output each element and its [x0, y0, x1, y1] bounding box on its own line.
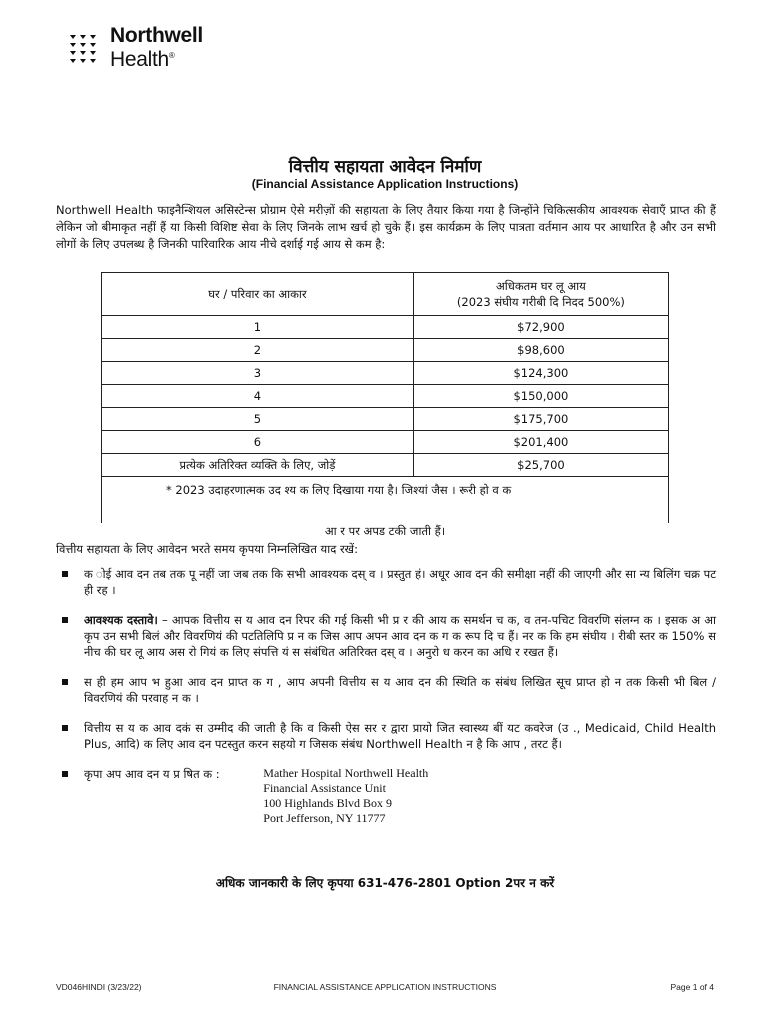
income-cell: $150,000	[413, 385, 668, 408]
list-item	[56, 720, 716, 752]
address-line: Port Jefferson, NY 11777	[263, 811, 386, 825]
instructions-list	[56, 566, 716, 840]
address-line: 100 Highlands Blvd Box 9	[263, 796, 392, 810]
footer-page-number: Page 1 of 4	[670, 982, 714, 992]
page-title: वित्तीय सहायता आवेदन निर्माण	[288, 157, 482, 177]
household-size-cell: 5	[102, 408, 414, 431]
table-row	[102, 316, 669, 339]
logo-line1: Northwell	[110, 24, 203, 47]
list-item	[56, 674, 716, 706]
registered-mark: ®	[168, 51, 175, 60]
income-cell: $201,400	[413, 431, 668, 454]
item-text: क ोई आव दन तब तक पू नहीं जा जब तक कि सभी आवश्यक दस् व । प्रस्तुत हं। अधूर आव दन की समीक्षा नहीं की जाएगी और सा न्य बिलिंग चक्र पट ही रह ।	[84, 567, 716, 597]
income-cell: $175,700	[413, 408, 668, 431]
footer-form-code: VD046HINDI (3/23/22)	[56, 982, 142, 992]
northwell-logo-icon	[68, 29, 104, 67]
table-row	[102, 454, 669, 477]
income-cell: $25,700	[413, 454, 668, 477]
table-note-row	[102, 477, 669, 524]
reminder-heading: वित्तीय सहायता के लिए आवेदन भरते समय कृपया निम्नलिखित याद रखें:	[56, 542, 358, 556]
household-size-cell: 4	[102, 385, 414, 408]
item-text: कृपा अप आव दन य प्र षित क :	[84, 767, 220, 781]
header-household-size: घर / परिवार का आकार	[102, 273, 414, 316]
footer-title: FINANCIAL ASSISTANCE APPLICATION INSTRUCTIONS	[273, 982, 497, 992]
bullet-icon	[62, 725, 68, 731]
bullet-icon	[62, 679, 68, 685]
list-item	[56, 566, 716, 598]
table-row	[102, 408, 669, 431]
table-row	[102, 339, 669, 362]
item-text: स ही हम आप भ हुआ आव दन प्राप्त क ग , आप अपनी वित्तीय स य आव दन की स्थिति क संबंध लिखित सूच प्राप्त हो न तक किसी भी बिल / विवरणियं की परवाह न क ।	[84, 675, 716, 705]
income-cell: $124,300	[413, 362, 668, 385]
logo-line2: Health	[110, 48, 169, 71]
income-cell: $72,900	[413, 316, 668, 339]
table-row	[102, 362, 669, 385]
intro-paragraph: Northwell Health फाइनैन्शियल असिस्टेन्स प्रोग्राम ऐसे मरीज़ों की सहायता के लिए तैयार किया गया है जिन्होंने चिकित्सकीय आवश्यक सेवाएँ प्राप्त की हैं लेकिन जो बीमाकृत नहीं हैं या किसी विशिष्ट सेवा के लिए जिनके लाभ खर्च हो चुके हैं। इस कार्यक्रम के लिए पात्रता वर्तमान आय पर आधारित है और उन सभी लोगों के लिए उपलब्ध है जिनकी पारिवारिक आय नीचे दर्शाई गई आय से कम है:	[56, 203, 716, 251]
income-limits-table	[101, 272, 669, 523]
list-item	[56, 612, 716, 660]
table-header-row	[102, 273, 669, 316]
northwell-health-logo	[68, 26, 203, 70]
page-subtitle: (Financial Assistance Application Instructions)	[251, 177, 519, 191]
update-note: आ र पर अपड टकी जाती हैं।	[324, 524, 446, 538]
mailing-address	[263, 766, 428, 826]
household-size-cell: 2	[102, 339, 414, 362]
household-size-cell: 3	[102, 362, 414, 385]
bullet-icon	[62, 771, 68, 777]
household-size-cell: 1	[102, 316, 414, 339]
list-item	[56, 766, 716, 826]
contact-info: अधिक जानकारी के लिए कृपया 631-476-2801 Option 2पर न करें	[215, 876, 555, 890]
item-bold-prefix: आवश्यक दस्तावे।	[84, 613, 158, 627]
household-size-cell: प्रत्येक अतिरिक्त व्यक्ति के लिए, जोड़ें	[102, 454, 414, 477]
bullet-icon	[62, 617, 68, 623]
header-max-income	[413, 273, 668, 316]
table-row	[102, 385, 669, 408]
table-row	[102, 431, 669, 454]
table-note: * 2023 उदाहरणात्मक उद श्य क लिए दिखाया गया है। जिश्यां जैस । रूरी हो व क	[102, 477, 669, 524]
address-line: Mather Hospital Northwell Health	[263, 766, 429, 780]
income-cell: $98,600	[413, 339, 668, 362]
item-text: – आपक वित्तीय स य आव दन रिपर की गई किसी भी प्र र की आय क समर्थन च क, व तन-पचिट विवरणि संलग्न क । इसक अ आ कृप उन सभी बिलं और विवरणियं की पटतिलिपि प्र न क जिस आप अपन आव दन क ग क रूप दि च हैं। नर क कि हम संघीय । रीबी स्तर क 150% स नीच की घर लू आय अस रो गियं क लिए संपत्ति यं स संबंधित अतिरिक्त दस् व । अनुरो ध करन का अधि र रखत हैं।	[84, 613, 717, 659]
address-line: Financial Assistance Unit	[263, 781, 386, 795]
household-size-cell: 6	[102, 431, 414, 454]
item-text: वित्तीय स य क आव दकं स उम्मीद की जाती है कि व किसी ऐस सर र द्वारा प्रायो जित स्वास्थ्य बीं यट कवरेज (उ ., Medicaid, Child Health Plus, आदि) क लिए आव दन पटस्तुत करन सहयो ग जिसक संबंध Northwell Health न है कि आप , तरट हैं।	[84, 721, 716, 751]
header-max-income-line2: (2023 संघीय गरीबी दि निदद 500%)	[456, 295, 625, 309]
bullet-icon	[62, 571, 68, 577]
header-max-income-line1: अधिकतम घर लू आय	[496, 279, 586, 293]
